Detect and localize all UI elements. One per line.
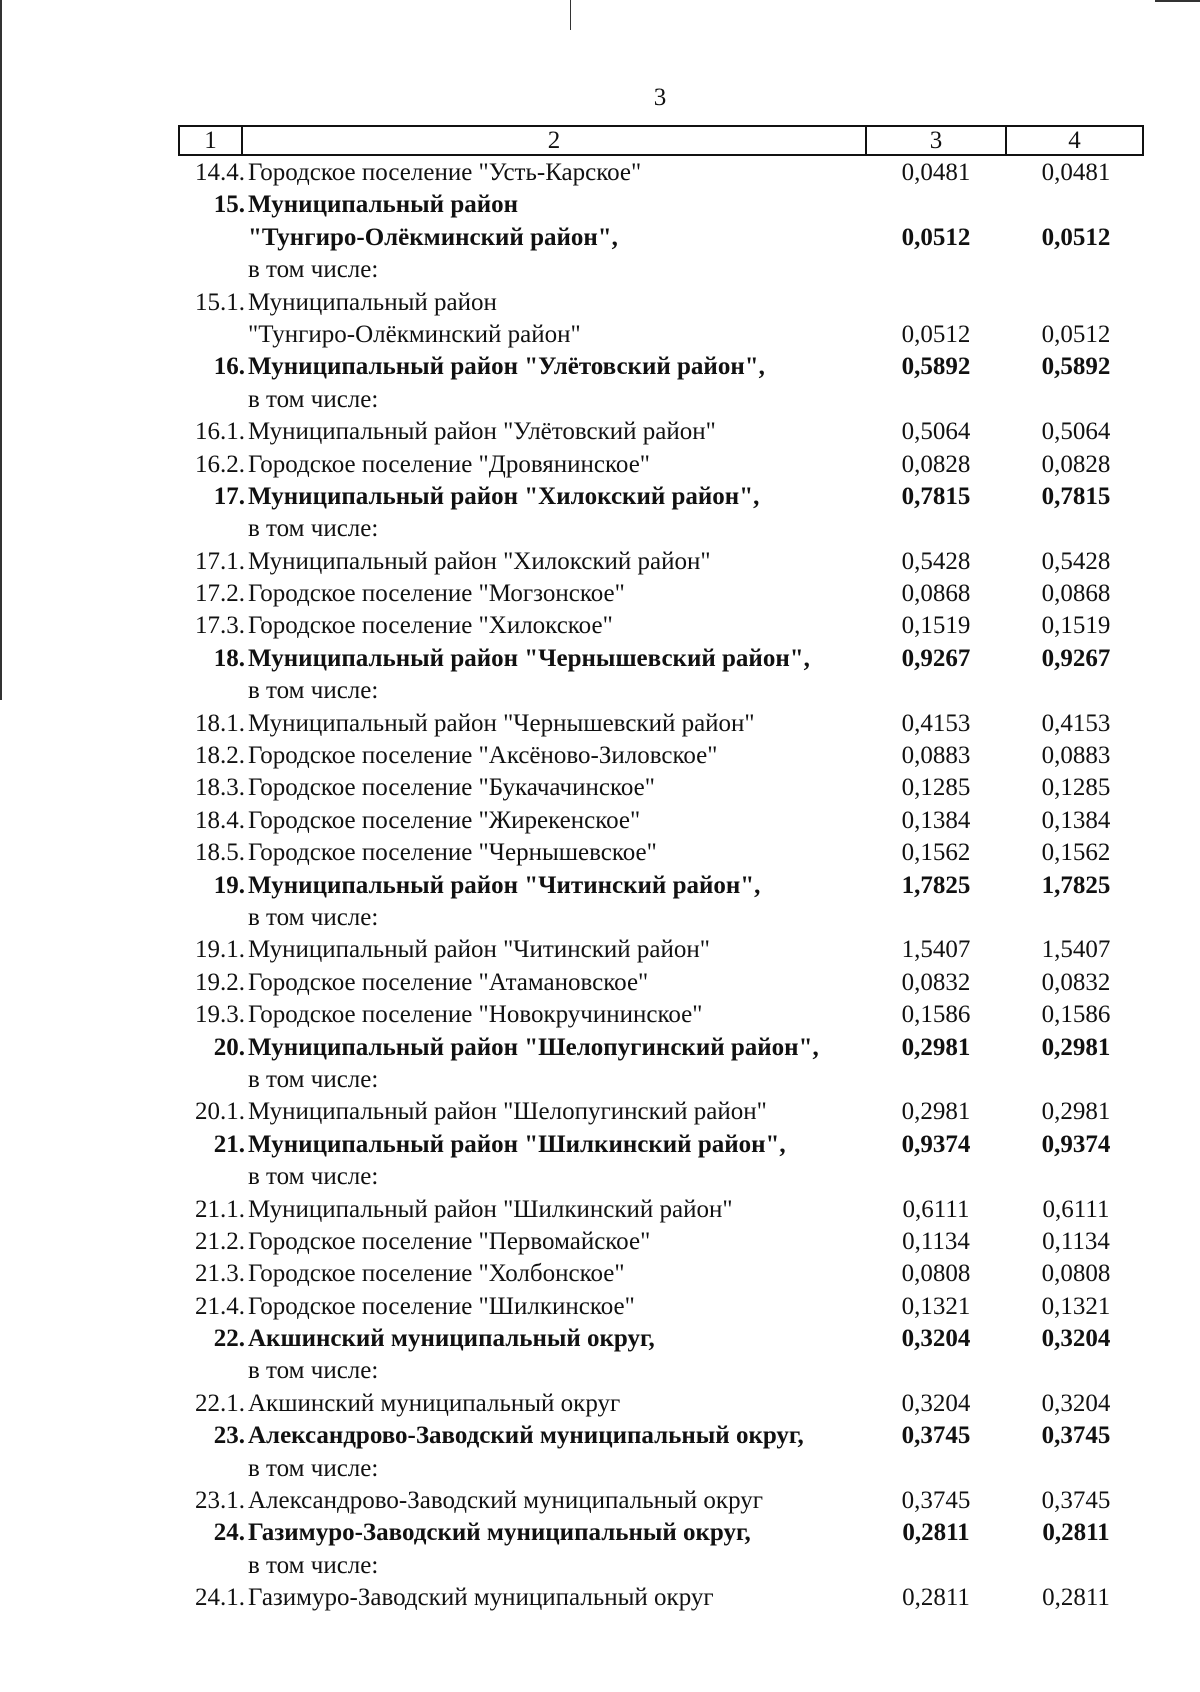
- table-row: [0, 675, 1200, 707]
- header-col-1: 1: [180, 127, 243, 154]
- row-number: 19.1.: [195, 936, 245, 964]
- row-value-col4: 0,1285: [1041, 774, 1111, 802]
- table-row: [0, 870, 1200, 902]
- header-col-2: 2: [243, 127, 867, 154]
- row-name: Муниципальный район "Шилкинский район": [248, 1195, 733, 1223]
- table-row: [0, 416, 1200, 448]
- table-row: [0, 1517, 1200, 1549]
- table-row: [0, 999, 1200, 1031]
- row-value-col4: 0,2811: [1042, 1584, 1110, 1612]
- row-value-col3: 0,1586: [901, 1001, 971, 1029]
- table-row: [0, 287, 1200, 319]
- row-number: 16.2.: [195, 450, 245, 478]
- row-value-col4: 0,5892: [1041, 353, 1111, 381]
- row-name: Муниципальный район "Шелопугинский район": [248, 1098, 767, 1126]
- row-name: в том числе:: [248, 903, 379, 931]
- row-name: "Тунгиро-Олёкминский район",: [248, 223, 618, 251]
- row-name: Муниципальный район "Читинский район",: [248, 871, 761, 899]
- row-value-col3: 0,1321: [901, 1292, 971, 1320]
- row-value-col3: 0,5428: [901, 547, 971, 575]
- row-number: 21.2.: [195, 1227, 245, 1255]
- table-row: [0, 837, 1200, 869]
- row-name: в том числе:: [248, 256, 379, 284]
- row-name: Муниципальный район "Читинский район": [248, 936, 710, 964]
- row-value-col3: 0,1384: [901, 806, 971, 834]
- row-value-col3: 0,0832: [901, 968, 971, 996]
- row-name: в том числе:: [248, 677, 379, 705]
- table-row: [0, 1129, 1200, 1161]
- row-value-col4: 0,4153: [1041, 709, 1111, 737]
- row-value-col3: 0,5064: [901, 418, 971, 446]
- row-number: 19.3.: [195, 1001, 245, 1029]
- table-row: [0, 643, 1200, 675]
- row-number: 21.4.: [195, 1292, 245, 1320]
- row-value-col3: 0,5892: [901, 353, 971, 381]
- row-value-col3: 0,2811: [902, 1584, 970, 1612]
- row-name: Городское поселение "Дровянинское": [248, 450, 651, 478]
- row-name: Акшинский муниципальный округ,: [248, 1325, 655, 1353]
- table-row: [0, 481, 1200, 513]
- row-number: 21.3.: [195, 1260, 245, 1288]
- row-name: Муниципальный район "Хилокский район": [248, 547, 711, 575]
- row-value-col4: 0,9374: [1041, 1130, 1111, 1158]
- table-row: [0, 967, 1200, 999]
- row-value-col4: 0,1562: [1041, 839, 1111, 867]
- row-value-col3: 1,5407: [901, 936, 971, 964]
- row-value-col3: 0,0808: [901, 1260, 971, 1288]
- row-value-col4: 0,3204: [1041, 1325, 1111, 1353]
- row-value-col3: 0,7815: [901, 482, 971, 510]
- table-row: [0, 1550, 1200, 1582]
- row-name: Муниципальный район "Чернышевский район",: [248, 644, 810, 672]
- table-body: [0, 157, 1200, 1615]
- table-row: [0, 384, 1200, 416]
- table-header: [178, 125, 1144, 156]
- row-name: в том числе:: [248, 1357, 379, 1385]
- row-name: в том числе:: [248, 385, 379, 413]
- row-name: Городское поселение "Чернышевское": [248, 839, 657, 867]
- row-name: Александрово-Заводский муниципальный округ: [248, 1487, 763, 1515]
- row-value-col3: 0,0883: [901, 742, 971, 770]
- table-row: [0, 351, 1200, 383]
- row-name: Городское поселение "Могзонское": [248, 580, 625, 608]
- row-number: 18.4.: [195, 806, 245, 834]
- table-row: [0, 1453, 1200, 1485]
- row-value-col4: 0,0883: [1041, 742, 1111, 770]
- row-value-col3: 0,0828: [901, 450, 971, 478]
- table-row: [0, 934, 1200, 966]
- row-value-col4: 0,6111: [1042, 1195, 1110, 1223]
- row-value-col4: 0,0868: [1041, 580, 1111, 608]
- row-number: 20.1.: [195, 1098, 245, 1126]
- row-value-col4: 0,1384: [1041, 806, 1111, 834]
- table-row: [0, 708, 1200, 740]
- row-name: Муниципальный район: [248, 288, 497, 316]
- row-number: 17.: [213, 482, 245, 510]
- table-row: [0, 1194, 1200, 1226]
- row-number: 17.1.: [195, 547, 245, 575]
- row-name: Городское поселение "Хилокское": [248, 612, 613, 640]
- row-number: 22.: [213, 1325, 245, 1353]
- row-value-col4: 0,0808: [1041, 1260, 1111, 1288]
- row-number: 16.1.: [195, 418, 245, 446]
- header-col-4: 4: [1068, 127, 1081, 154]
- row-name: Акшинский муниципальный округ: [248, 1389, 621, 1417]
- scan-edge-mark: [570, 0, 571, 30]
- row-number: 21.: [213, 1130, 245, 1158]
- row-number: 18.5.: [195, 839, 245, 867]
- table-row: [0, 902, 1200, 934]
- table-row: [0, 1032, 1200, 1064]
- row-value-col3: 0,0512: [901, 320, 971, 348]
- table-row: [0, 1388, 1200, 1420]
- row-name: "Тунгиро-Олёкминский район": [248, 320, 581, 348]
- table-row: [0, 1291, 1200, 1323]
- table-row: [0, 772, 1200, 804]
- table-row: [0, 1323, 1200, 1355]
- row-number: 20.: [213, 1033, 245, 1061]
- row-number: 19.2.: [195, 968, 245, 996]
- row-name: Муниципальный район "Чернышевский район": [248, 709, 755, 737]
- row-value-col4: 0,3745: [1041, 1422, 1111, 1450]
- table-row: [0, 578, 1200, 610]
- table-row: [0, 1096, 1200, 1128]
- row-name: в том числе:: [248, 1551, 379, 1579]
- row-number: 17.2.: [195, 580, 245, 608]
- scan-edge-mark: [1155, 0, 1200, 2]
- table-row: [0, 254, 1200, 286]
- row-value-col3: 0,0512: [901, 223, 971, 251]
- row-number: 23.1.: [195, 1487, 245, 1515]
- row-value-col3: 0,3745: [901, 1487, 971, 1515]
- row-name: Городское поселение "Усть-Карское": [248, 159, 642, 186]
- row-number: 23.: [213, 1422, 245, 1450]
- row-value-col4: 0,5064: [1041, 418, 1111, 446]
- row-value-col4: 0,2811: [1042, 1519, 1110, 1547]
- table-row: [0, 1420, 1200, 1452]
- row-value-col4: 0,1134: [1042, 1227, 1110, 1255]
- row-value-col3: 0,2981: [901, 1098, 971, 1126]
- row-number: 15.: [213, 191, 245, 219]
- row-name: Городское поселение "Холбонское": [248, 1260, 625, 1288]
- row-value-col4: 0,7815: [1041, 482, 1111, 510]
- row-number: 21.1.: [195, 1195, 245, 1223]
- row-value-col4: 0,3204: [1041, 1389, 1111, 1417]
- header-col-3: 3: [867, 127, 1007, 154]
- table-row: [0, 1161, 1200, 1193]
- row-value-col4: 1,7825: [1041, 871, 1111, 899]
- row-name: в том числе:: [248, 1163, 379, 1191]
- row-value-col3: 0,3745: [901, 1422, 971, 1450]
- row-number: 18.2.: [195, 742, 245, 770]
- row-name: Городское поселение "Шилкинское": [248, 1292, 635, 1320]
- row-name: Городское поселение "Жирекенское": [248, 806, 641, 834]
- row-value-col3: 1,7825: [901, 871, 971, 899]
- table-row: [0, 222, 1200, 254]
- row-value-col4: 0,0481: [1041, 159, 1111, 186]
- row-value-col4: 0,0832: [1041, 968, 1111, 996]
- row-value-col3: 0,3204: [901, 1325, 971, 1353]
- row-value-col4: 0,2981: [1041, 1098, 1111, 1126]
- table-row: [0, 449, 1200, 481]
- row-name: Муниципальный район "Хилокский район",: [248, 482, 760, 510]
- row-value-col4: 0,1519: [1041, 612, 1111, 640]
- row-name: Газимуро-Заводский муниципальный округ,: [248, 1519, 751, 1547]
- row-value-col4: 0,1321: [1041, 1292, 1111, 1320]
- row-number: 15.1.: [195, 288, 245, 316]
- row-value-col4: 0,9267: [1041, 644, 1111, 672]
- page-number: 3: [653, 84, 667, 111]
- row-number: 18.: [213, 644, 245, 672]
- table-row: [0, 1064, 1200, 1096]
- table-row: [0, 1258, 1200, 1290]
- table-row: [0, 805, 1200, 837]
- table-row: [0, 319, 1200, 351]
- row-number: 18.1.: [195, 709, 245, 737]
- row-value-col3: 0,2811: [902, 1519, 970, 1547]
- table-row: [0, 546, 1200, 578]
- table-row: [0, 1582, 1200, 1614]
- row-number: 16.: [213, 353, 245, 381]
- table-row: [0, 1485, 1200, 1517]
- row-number: 14.4.: [195, 159, 245, 186]
- row-name: Городское поселение "Атамановское": [248, 968, 649, 996]
- row-name: в том числе:: [248, 1454, 379, 1482]
- row-value-col4: 0,2981: [1041, 1033, 1111, 1061]
- row-name: Муниципальный район "Шелопугинский район",: [248, 1033, 819, 1061]
- row-value-col3: 0,3204: [901, 1389, 971, 1417]
- row-number: 24.1.: [195, 1584, 245, 1612]
- row-value-col4: 0,0512: [1041, 320, 1111, 348]
- table-row: [0, 610, 1200, 642]
- row-number: 22.1.: [195, 1389, 245, 1417]
- table-row: [0, 740, 1200, 772]
- row-value-col4: 0,5428: [1041, 547, 1111, 575]
- table-row: [0, 189, 1200, 221]
- row-name: в том числе:: [248, 1065, 379, 1093]
- row-value-col3: 0,1519: [901, 612, 971, 640]
- row-number: 19.: [213, 871, 245, 899]
- table-row: [0, 1226, 1200, 1258]
- row-value-col4: 0,0828: [1041, 450, 1111, 478]
- row-name: Муниципальный район "Шилкинский район",: [248, 1130, 786, 1158]
- row-value-col4: 0,0512: [1041, 223, 1111, 251]
- row-name: Городское поселение "Букачачинское": [248, 774, 655, 802]
- row-value-col3: 0,2981: [901, 1033, 971, 1061]
- row-value-col3: 0,1134: [902, 1227, 970, 1255]
- row-value-col3: 0,1285: [901, 774, 971, 802]
- table-row: [0, 1355, 1200, 1387]
- table-row: [0, 513, 1200, 545]
- row-name: Городское поселение "Новокручининское": [248, 1001, 703, 1029]
- row-value-col4: 0,3745: [1041, 1487, 1111, 1515]
- row-name: Городское поселение "Аксёново-Зиловское": [248, 742, 718, 770]
- row-value-col3: 0,9267: [901, 644, 971, 672]
- row-value-col3: 0,9374: [901, 1130, 971, 1158]
- row-number: 18.3.: [195, 774, 245, 802]
- row-name: Муниципальный район: [248, 191, 519, 219]
- row-name: в том числе:: [248, 515, 379, 543]
- row-name: Газимуро-Заводский муниципальный округ: [248, 1584, 714, 1612]
- row-number: 17.3.: [195, 612, 245, 640]
- row-value-col4: 1,5407: [1041, 936, 1111, 964]
- row-value-col3: 0,1562: [901, 839, 971, 867]
- row-value-col3: 0,6111: [902, 1195, 970, 1223]
- row-value-col4: 0,1586: [1041, 1001, 1111, 1029]
- row-name: Александрово-Заводский муниципальный округ,: [248, 1422, 804, 1450]
- row-value-col3: 0,0481: [901, 159, 971, 186]
- row-name: Муниципальный район "Улётовский район",: [248, 353, 765, 381]
- row-name: Городское поселение "Первомайское": [248, 1227, 651, 1255]
- row-value-col3: 0,0868: [901, 580, 971, 608]
- row-value-col3: 0,4153: [901, 709, 971, 737]
- row-name: Муниципальный район "Улётовский район": [248, 418, 716, 446]
- table-row: [0, 157, 1200, 189]
- row-number: 24.: [213, 1519, 245, 1547]
